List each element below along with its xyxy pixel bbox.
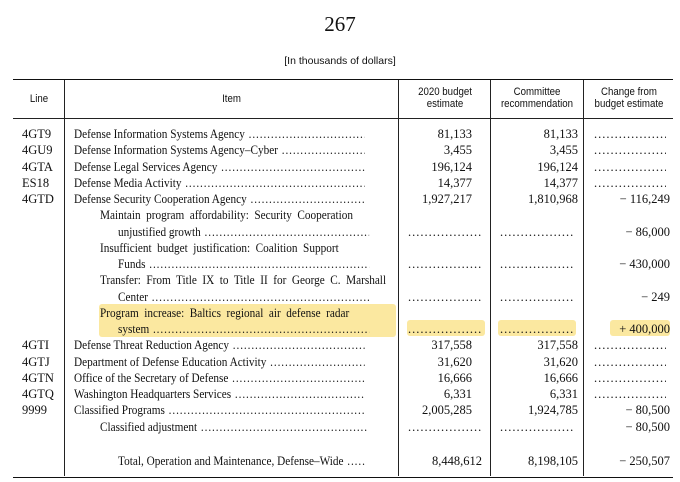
committee-value: 3,455 <box>549 143 578 158</box>
total-committee: 8,198,105 <box>528 454 578 468</box>
total-label: Total, Operation and Maintenance, Defense–Wide ..... <box>118 453 366 469</box>
table-row <box>0 337 680 353</box>
change-leader <box>594 370 666 386</box>
item-label: Defense Legal Services Agency ..... <box>74 159 365 175</box>
table-row <box>0 240 680 256</box>
item-label: Washington Headquarters Services ..... <box>74 386 365 402</box>
committee-leader <box>500 419 575 435</box>
header-committee: Committee recommendation <box>500 86 574 110</box>
change-value: − 116,249 <box>619 192 670 206</box>
committee-leader <box>500 256 575 272</box>
table-row <box>0 402 680 418</box>
unit-note: [In thousands of dollars] <box>284 55 396 67</box>
item-label: Department of Defense Education Activity ..... <box>74 354 365 370</box>
table-row <box>0 142 680 158</box>
committee-value: 81,133 <box>543 127 578 141</box>
budget-value: 317,558 <box>431 338 472 353</box>
budget-leader <box>408 224 483 240</box>
total-budget: 8,448,612 <box>432 454 482 468</box>
change-value: − 80,500 <box>625 403 670 418</box>
item-label: unjustified growth ..... <box>118 224 369 240</box>
table-row <box>0 191 680 207</box>
change-leader <box>594 386 666 402</box>
item-label: Program increase: Baltics regional air defense radar <box>100 305 350 320</box>
line-code: 4GTI <box>22 338 50 353</box>
item-label: Office of the Secretary of Defense ..... <box>74 370 365 386</box>
change-value: − 249 <box>641 289 670 304</box>
line-code: 4GTN <box>22 370 54 385</box>
change-leader <box>594 354 666 370</box>
change-value: − 80,500 <box>625 419 670 434</box>
committee-value: 317,558 <box>537 338 578 353</box>
budget-value: 196,124 <box>431 159 472 174</box>
item-label: Defense Media Activity ..... <box>74 175 365 191</box>
change-value: − 86,000 <box>625 224 670 239</box>
budget-leader <box>408 256 483 272</box>
committee-value: 31,620 <box>543 354 578 369</box>
page-number: 267 <box>324 12 356 36</box>
budget-value: 14,377 <box>437 175 472 190</box>
item-label: Defense Security Cooperation Agency ..... <box>74 191 365 207</box>
table-row <box>0 207 680 223</box>
committee-value: 6,331 <box>549 387 578 401</box>
table-row <box>0 272 680 288</box>
table-row <box>0 224 680 240</box>
budget-value: 16,666 <box>437 370 472 385</box>
item-label: Defense Threat Reduction Agency ..... <box>74 337 365 353</box>
total-change: − 250,507 <box>619 454 670 468</box>
line-code: 4GT9 <box>22 127 52 141</box>
committee-value: 1,924,785 <box>528 403 578 418</box>
table-row <box>0 159 680 175</box>
line-code: 9999 <box>22 403 47 418</box>
table-row <box>0 321 680 337</box>
header-change: Change from budget estimate <box>594 86 664 110</box>
budget-value: 3,455 <box>443 143 472 158</box>
committee-value: 1,810,968 <box>528 192 578 206</box>
budget-value: 81,133 <box>437 127 472 141</box>
item-label: Classified adjustment ..... <box>100 419 367 435</box>
table-row <box>0 386 680 402</box>
budget-value: 2,005,285 <box>422 403 472 418</box>
line-code: 4GTA <box>22 159 53 174</box>
header-rule <box>13 118 673 119</box>
table-row <box>0 126 680 142</box>
item-label: Center ..... <box>118 289 369 305</box>
budget-leader <box>408 419 483 435</box>
item-label: Maintain program affordability: Security Cooperation <box>100 208 354 223</box>
table-row <box>0 256 680 272</box>
budget-leader <box>408 289 483 305</box>
total-row <box>0 453 680 469</box>
committee-value: 14,377 <box>543 175 578 190</box>
table-row <box>0 354 680 370</box>
change-leader <box>594 159 666 175</box>
header-line: Line <box>29 93 49 105</box>
table-row <box>0 305 680 321</box>
change-leader <box>594 337 666 353</box>
budget-value: 1,927,217 <box>422 192 472 206</box>
change-value: − 430,000 <box>619 257 670 271</box>
change-leader <box>594 175 666 191</box>
committee-leader <box>500 224 575 240</box>
table-row <box>0 175 680 191</box>
committee-leader <box>500 289 575 305</box>
budget-leader <box>408 321 483 337</box>
committee-value: 16,666 <box>543 370 578 385</box>
change-leader <box>594 126 666 142</box>
item-label: Defense Information Systems Agency ..... <box>74 126 365 142</box>
header-item: Item <box>222 93 241 105</box>
item-label: Defense Information Systems Agency–Cyber ..... <box>74 142 365 158</box>
line-code: 4GU9 <box>22 143 53 158</box>
budget-value: 6,331 <box>443 387 472 401</box>
line-code: 4GTJ <box>22 354 50 369</box>
table-row <box>0 289 680 305</box>
header-budget: 2020 budget estimate <box>418 86 472 110</box>
item-label: Funds ..... <box>118 256 369 272</box>
budget-value: 31,620 <box>437 354 472 369</box>
table-row <box>0 419 680 435</box>
line-code: 4GTQ <box>22 387 54 401</box>
table-row <box>0 370 680 386</box>
item-label: Classified Programs ..... <box>74 402 365 418</box>
line-code: ES18 <box>22 175 50 190</box>
committee-value: 196,124 <box>537 159 578 174</box>
item-label: Insufficient budget justification: Coalition Support <box>100 240 339 255</box>
committee-leader <box>500 321 575 337</box>
change-leader <box>594 142 666 158</box>
line-code: 4GTD <box>22 192 54 206</box>
item-label: system ..... <box>118 321 369 337</box>
change-value: + 400,000 <box>619 322 670 336</box>
item-label: Transfer: From Title IX to Title II for George C. Marshall <box>100 273 387 288</box>
